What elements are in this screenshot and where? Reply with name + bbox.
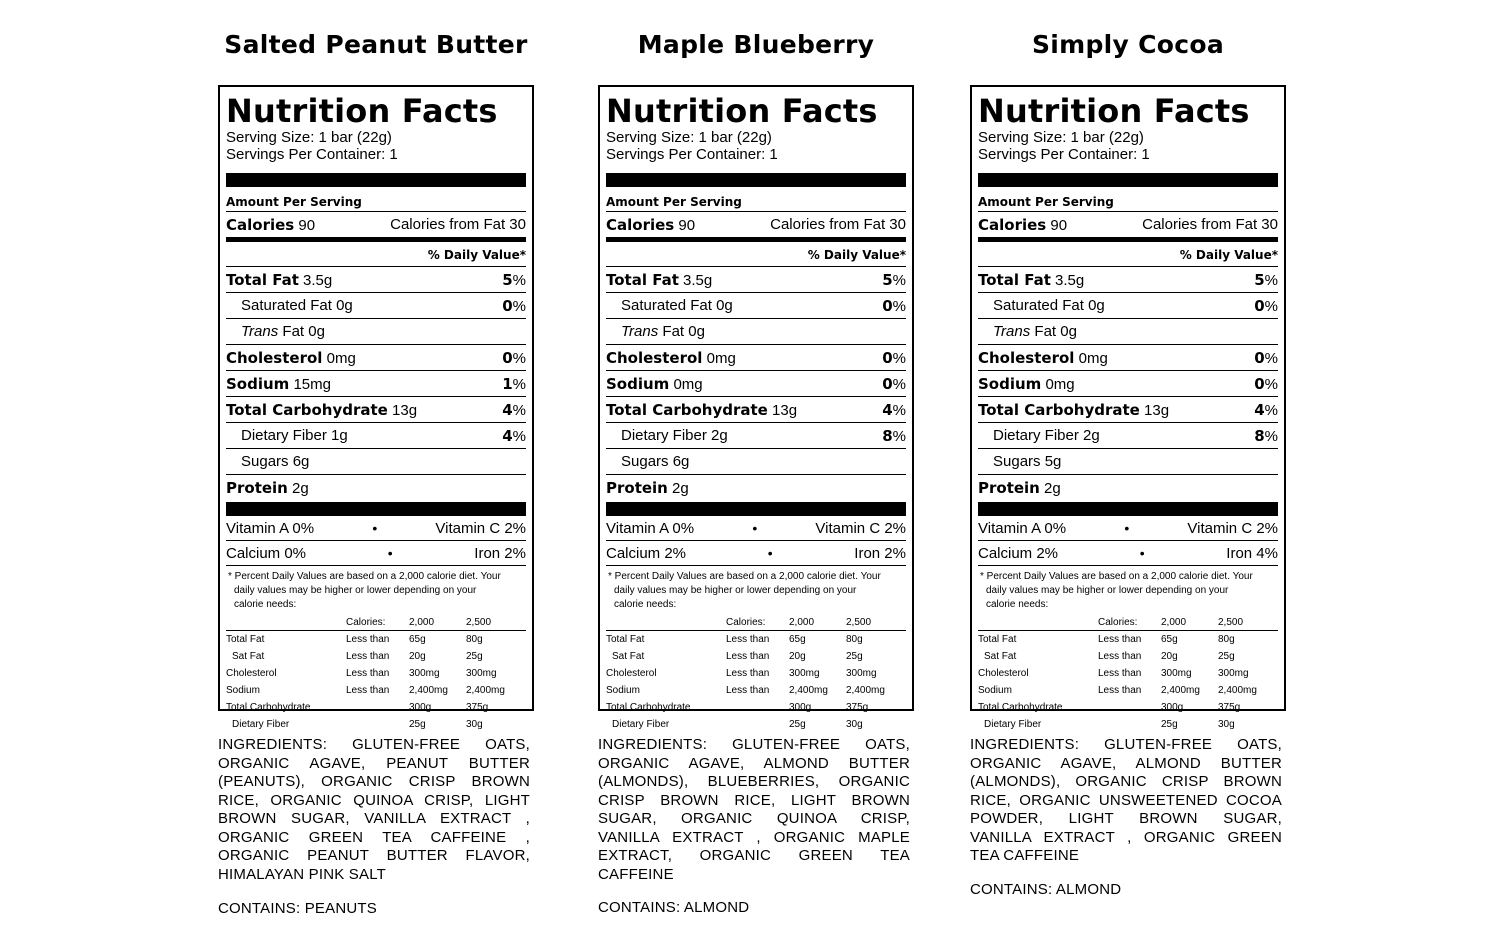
nutrient-amount: 0g bbox=[336, 297, 353, 314]
dv-table-row: Total Fat Less than 65g 80g bbox=[978, 634, 1235, 645]
nutrient-name: Protein bbox=[978, 478, 1040, 497]
nutrient-amount: 6g bbox=[672, 453, 690, 470]
bullet: • bbox=[1124, 520, 1130, 536]
nutrient-name: Total Carbohydrate bbox=[226, 400, 388, 419]
dv-table-row: Sat Fat Less than 20g 25g bbox=[612, 651, 863, 662]
nutrient-amount: 13g bbox=[772, 401, 798, 419]
product-title: Simply Cocoa bbox=[1031, 30, 1225, 59]
nutrient-daily-value: 0% bbox=[502, 348, 526, 367]
nutrient-name: Cholesterol bbox=[606, 348, 703, 367]
ingredients-text: INGREDIENTS: GLUTEN-FREE OATS, ORGANIC AGAVE, ALMOND BUTTER (ALMONDS), ORGANIC CRISP BROWN RICE, ORGANIC UNSWEETENED COCOA POWDER, LIGHT BROWN SUGAR, VANILLA EXTRACT , ORGANIC GREEN TEA CAFFEINE bbox=[970, 736, 1282, 864]
footnote: * Percent Daily Values are based on a 2,000 calorie diet. Your daily values may be higher or lower depending on your calorie needs: bbox=[228, 571, 501, 610]
dv-table-row: Sodium Less than 2,400mg 2,400mg bbox=[226, 685, 505, 696]
nutrient-amount: 3.5g bbox=[683, 271, 713, 289]
daily-value-table bbox=[606, 614, 906, 733]
nutrient-row-trans-fat: Trans Fat 0g bbox=[606, 319, 906, 345]
calories-from-fat: Calories from Fat 30 bbox=[1142, 216, 1278, 233]
ingredients-text: INGREDIENTS: GLUTEN-FREE OATS, ORGANIC AGAVE, PEANUT BUTTER (PEANUTS), ORGANIC CRISP BROWN RICE, ORGANIC QUINOA CRISP, LIGHT BROWN SUGAR, VANILLA EXTRACT , ORGANIC GREEN TEA CAFFEINE , ORGANIC PEANUT BUTTER FLAVOR, HIMALAYAN PINK SALT bbox=[218, 736, 530, 883]
nutrient-daily-value: 5% bbox=[1254, 270, 1278, 289]
footnote: * Percent Daily Values are based on a 2,000 calorie diet. Your daily values may be higher or lower depending on your calorie needs: bbox=[608, 571, 881, 610]
nutrient-amount: 0mg bbox=[1045, 375, 1075, 393]
nutrient-amount: 5g bbox=[1044, 453, 1062, 470]
nutrient-daily-value: 1% bbox=[502, 374, 526, 393]
iron: Iron 2% bbox=[474, 544, 526, 562]
nutrient-row-fiber bbox=[606, 423, 906, 449]
nutrient-daily-value: 0% bbox=[882, 296, 906, 315]
nutrient-name: Sugars bbox=[993, 453, 1041, 470]
bullet: • bbox=[372, 520, 378, 536]
dv-table-row: Sodium Less than 2,400mg 2,400mg bbox=[978, 685, 1257, 696]
nutrient-row-cholesterol bbox=[978, 345, 1278, 371]
nutrient-row-cholesterol bbox=[226, 345, 526, 371]
dv-table-row: Cholesterol Less than 300mg 300mg bbox=[226, 668, 497, 679]
nutrient-row-sodium bbox=[606, 371, 906, 397]
thick-divider bbox=[226, 173, 526, 187]
nutrient-row-saturated-fat bbox=[226, 293, 526, 319]
nutrient-name: Dietary Fiber bbox=[993, 427, 1079, 444]
nutrient-name: Total Carbohydrate bbox=[606, 400, 768, 419]
vitamin-row bbox=[226, 516, 526, 541]
calcium: Calcium 2% bbox=[978, 544, 1059, 562]
bullet: • bbox=[752, 520, 758, 536]
footnote: * Percent Daily Values are based on a 2,000 calorie diet. Your daily values may be higher or lower depending on your calorie needs: bbox=[980, 571, 1253, 610]
nutrient-amount: 2g bbox=[711, 427, 728, 444]
nutrient-name: Total Fat bbox=[606, 270, 679, 289]
nutrient-name: Saturated Fat bbox=[621, 297, 712, 314]
thick-divider bbox=[606, 502, 906, 516]
nutrient-amount: 2g bbox=[672, 479, 689, 497]
nutrient-row-total-carb bbox=[606, 397, 906, 423]
nutrient-row-sugars bbox=[978, 449, 1278, 475]
nutrient-row-sugars bbox=[226, 449, 526, 475]
servings-per-container: Servings Per Container: 1 bbox=[978, 146, 1150, 163]
dv-table-row: Dietary Fiber 25g 30g bbox=[232, 719, 483, 730]
nutrient-name: Sugars bbox=[241, 453, 289, 470]
mineral-row bbox=[606, 541, 906, 566]
nutrient-daily-value: 0% bbox=[502, 296, 526, 315]
allergen-contains: CONTAINS: ALMOND bbox=[598, 899, 750, 916]
serving-size: Serving Size: 1 bar (22g) bbox=[978, 129, 1144, 146]
dv-table-row: Total Carbohydrate 300g 375g bbox=[606, 702, 869, 713]
nutrient-daily-value: 8% bbox=[882, 426, 906, 445]
nutrient-amount: 2g bbox=[1083, 427, 1100, 444]
nutrient-name: Dietary Fiber bbox=[241, 427, 327, 444]
nutrient-daily-value: 5% bbox=[882, 270, 906, 289]
serving-size: Serving Size: 1 bar (22g) bbox=[606, 129, 772, 146]
calories-row bbox=[226, 212, 526, 237]
calories-label: Calories bbox=[606, 215, 675, 234]
vitamin-row bbox=[978, 516, 1278, 541]
nutrition-facts-title: Nutrition Facts bbox=[606, 92, 878, 130]
calories-value: 90 bbox=[1050, 216, 1068, 234]
dv-table-row: Total Carbohydrate 300g 375g bbox=[226, 702, 489, 713]
nutrient-name: Total Fat bbox=[978, 270, 1051, 289]
nutrient-daily-value: 8% bbox=[1254, 426, 1278, 445]
nutrient-row-total-carb bbox=[978, 397, 1278, 423]
vitamin-c: Vitamin C 2% bbox=[435, 519, 526, 537]
nutrient-amount: 0g bbox=[308, 323, 325, 340]
nutrient-daily-value: 0% bbox=[1254, 348, 1278, 367]
nutrient-daily-value: 5% bbox=[502, 270, 526, 289]
nutrient-name: Sodium bbox=[978, 374, 1042, 393]
nutrient-row-protein bbox=[226, 475, 526, 500]
nutrient-row-total-carb bbox=[226, 397, 526, 423]
calories-value: 90 bbox=[298, 216, 316, 234]
dv-table-row: Cholesterol Less than 300mg 300mg bbox=[978, 668, 1249, 679]
nutrient-name: Dietary Fiber bbox=[621, 427, 707, 444]
thick-divider bbox=[978, 502, 1278, 516]
mineral-row bbox=[978, 541, 1278, 566]
calories-label: Calories bbox=[226, 215, 295, 234]
nutrient-daily-value: 0% bbox=[1254, 296, 1278, 315]
nutrition-facts-title: Nutrition Facts bbox=[226, 92, 498, 130]
vitamin-a: Vitamin A 0% bbox=[606, 519, 695, 537]
calories-value: 90 bbox=[678, 216, 696, 234]
nutrient-amount: 0mg bbox=[706, 349, 736, 367]
nutrient-daily-value: 4% bbox=[1254, 400, 1278, 419]
dv-table-row: Total Carbohydrate 300g 375g bbox=[978, 702, 1241, 713]
amount-per-serving: Amount Per Serving bbox=[226, 187, 526, 212]
dv-table-row: Total Fat Less than 65g 80g bbox=[606, 634, 863, 645]
nutrient-name: Sodium bbox=[226, 374, 290, 393]
calories-label: Calories bbox=[978, 215, 1047, 234]
nutrient-row-saturated-fat bbox=[978, 293, 1278, 319]
nutrient-name: Cholesterol bbox=[978, 348, 1075, 367]
calcium: Calcium 0% bbox=[226, 544, 307, 562]
daily-value-header: % Daily Value* bbox=[606, 242, 906, 267]
nutrient-amount: 0mg bbox=[1078, 349, 1108, 367]
nutrition-facts-label bbox=[598, 85, 914, 730]
nutrient-amount: 0g bbox=[716, 297, 733, 314]
calories-from-fat: Calories from Fat 30 bbox=[390, 216, 526, 233]
nutrient-daily-value: 4% bbox=[502, 400, 526, 419]
ingredients-text: INGREDIENTS: GLUTEN-FREE OATS, ORGANIC AGAVE, ALMOND BUTTER (ALMONDS), BLUEBERRIES, ORGANIC CRISP BROWN RICE, LIGHT BROWN SUGAR, ORGANIC QUINOA CRISP, VANILLA EXTRACT , ORGANIC MAPLE EXTRACT, ORGANIC GREEN TEA CAFFEINE bbox=[598, 736, 910, 883]
nutrient-daily-value: 4% bbox=[502, 426, 526, 445]
iron: Iron 4% bbox=[1226, 544, 1278, 562]
dv-table-row: Sat Fat Less than 20g 25g bbox=[232, 651, 483, 662]
nutrient-amount: 0mg bbox=[673, 375, 703, 393]
calories-row bbox=[978, 212, 1278, 237]
servings-per-container: Servings Per Container: 1 bbox=[226, 146, 398, 163]
thick-divider bbox=[978, 173, 1278, 187]
daily-value-header: % Daily Value* bbox=[978, 242, 1278, 267]
product-title: Maple Blueberry bbox=[637, 30, 875, 59]
dv-table-row: Sat Fat Less than 20g 25g bbox=[984, 651, 1235, 662]
amount-per-serving: Amount Per Serving bbox=[978, 187, 1278, 212]
dv-table-header: Calories: 2,000 2,500 bbox=[978, 614, 1278, 631]
nutrient-row-fiber bbox=[226, 423, 526, 449]
dv-table-header: Calories: 2,000 2,500 bbox=[606, 614, 906, 631]
nutrient-row-fiber bbox=[978, 423, 1278, 449]
nutrient-amount: 6g bbox=[292, 453, 310, 470]
daily-value-table bbox=[978, 614, 1278, 733]
nutrition-facts-title: Nutrition Facts bbox=[978, 92, 1250, 130]
nutrient-amount: 2g bbox=[1044, 479, 1061, 497]
vitamin-a: Vitamin A 0% bbox=[978, 519, 1067, 537]
nutrient-name: Saturated Fat bbox=[241, 297, 332, 314]
nutrient-amount: 0g bbox=[1088, 297, 1105, 314]
nutrient-name: Cholesterol bbox=[226, 348, 323, 367]
nutrient-row-total-fat bbox=[606, 267, 906, 293]
nutrient-amount: 15mg bbox=[293, 375, 331, 393]
nutrition-facts-label bbox=[970, 85, 1286, 730]
product-title: Salted Peanut Butter bbox=[224, 30, 528, 59]
nutrient-name: Sugars bbox=[621, 453, 669, 470]
amount-per-serving: Amount Per Serving bbox=[606, 187, 906, 212]
nutrient-row-saturated-fat bbox=[606, 293, 906, 319]
nutrient-amount: 0g bbox=[1060, 323, 1077, 340]
nutrient-amount: 2g bbox=[292, 479, 309, 497]
daily-value-header: % Daily Value* bbox=[226, 242, 526, 267]
daily-value-table bbox=[226, 614, 526, 733]
nutrient-row-cholesterol bbox=[606, 345, 906, 371]
calories-from-fat: Calories from Fat 30 bbox=[770, 216, 906, 233]
dv-table-row: Dietary Fiber 25g 30g bbox=[984, 719, 1235, 730]
dv-table-header: Calories: 2,000 2,500 bbox=[226, 614, 526, 631]
nutrient-daily-value: 0% bbox=[1254, 374, 1278, 393]
mineral-row bbox=[226, 541, 526, 566]
nutrient-daily-value: 4% bbox=[882, 400, 906, 419]
nutrient-amount: 3.5g bbox=[303, 271, 333, 289]
nutrient-row-sodium bbox=[226, 371, 526, 397]
nutrient-name: Total Fat bbox=[226, 270, 299, 289]
dv-table-row: Total Fat Less than 65g 80g bbox=[226, 634, 483, 645]
nutrient-amount: 13g bbox=[392, 401, 418, 419]
dv-table-row: Dietary Fiber 25g 30g bbox=[612, 719, 863, 730]
nutrient-row-trans-fat: Trans Fat 0g bbox=[226, 319, 526, 345]
vitamin-row bbox=[606, 516, 906, 541]
thick-divider bbox=[226, 502, 526, 516]
calcium: Calcium 2% bbox=[606, 544, 687, 562]
vitamin-c: Vitamin C 2% bbox=[815, 519, 906, 537]
nutrient-daily-value: 0% bbox=[882, 348, 906, 367]
nutrient-name: Protein bbox=[226, 478, 288, 497]
nutrient-row-sodium bbox=[978, 371, 1278, 397]
allergen-contains: CONTAINS: PEANUTS bbox=[218, 900, 377, 917]
nutrient-name: Sodium bbox=[606, 374, 670, 393]
nutrient-row-protein bbox=[606, 475, 906, 500]
nutrient-row-protein bbox=[978, 475, 1278, 500]
nutrient-daily-value: 0% bbox=[882, 374, 906, 393]
bullet: • bbox=[767, 545, 773, 561]
dv-table-row: Cholesterol Less than 300mg 300mg bbox=[606, 668, 877, 679]
allergen-contains: CONTAINS: ALMOND bbox=[970, 881, 1122, 898]
calories-row bbox=[606, 212, 906, 237]
thick-divider bbox=[606, 173, 906, 187]
nutrient-row-trans-fat: Trans Fat 0g bbox=[978, 319, 1278, 345]
vitamin-a: Vitamin A 0% bbox=[226, 519, 315, 537]
vitamin-c: Vitamin C 2% bbox=[1187, 519, 1278, 537]
dv-table-row: Sodium Less than 2,400mg 2,400mg bbox=[606, 685, 885, 696]
servings-per-container: Servings Per Container: 1 bbox=[606, 146, 778, 163]
nutrient-amount: 1g bbox=[331, 427, 348, 444]
nutrient-name: Saturated Fat bbox=[993, 297, 1084, 314]
nutrition-facts-label bbox=[218, 85, 534, 730]
serving-size: Serving Size: 1 bar (22g) bbox=[226, 129, 392, 146]
nutrient-amount: 0mg bbox=[326, 349, 356, 367]
nutrient-row-total-fat bbox=[978, 267, 1278, 293]
nutrient-row-sugars bbox=[606, 449, 906, 475]
nutrient-row-total-fat bbox=[226, 267, 526, 293]
nutrient-name: Total Carbohydrate bbox=[978, 400, 1140, 419]
bullet: • bbox=[387, 545, 393, 561]
nutrient-amount: 0g bbox=[688, 323, 705, 340]
nutrient-name: Protein bbox=[606, 478, 668, 497]
nutrient-amount: 3.5g bbox=[1055, 271, 1085, 289]
bullet: • bbox=[1139, 545, 1145, 561]
nutrient-amount: 13g bbox=[1144, 401, 1170, 419]
iron: Iron 2% bbox=[854, 544, 906, 562]
